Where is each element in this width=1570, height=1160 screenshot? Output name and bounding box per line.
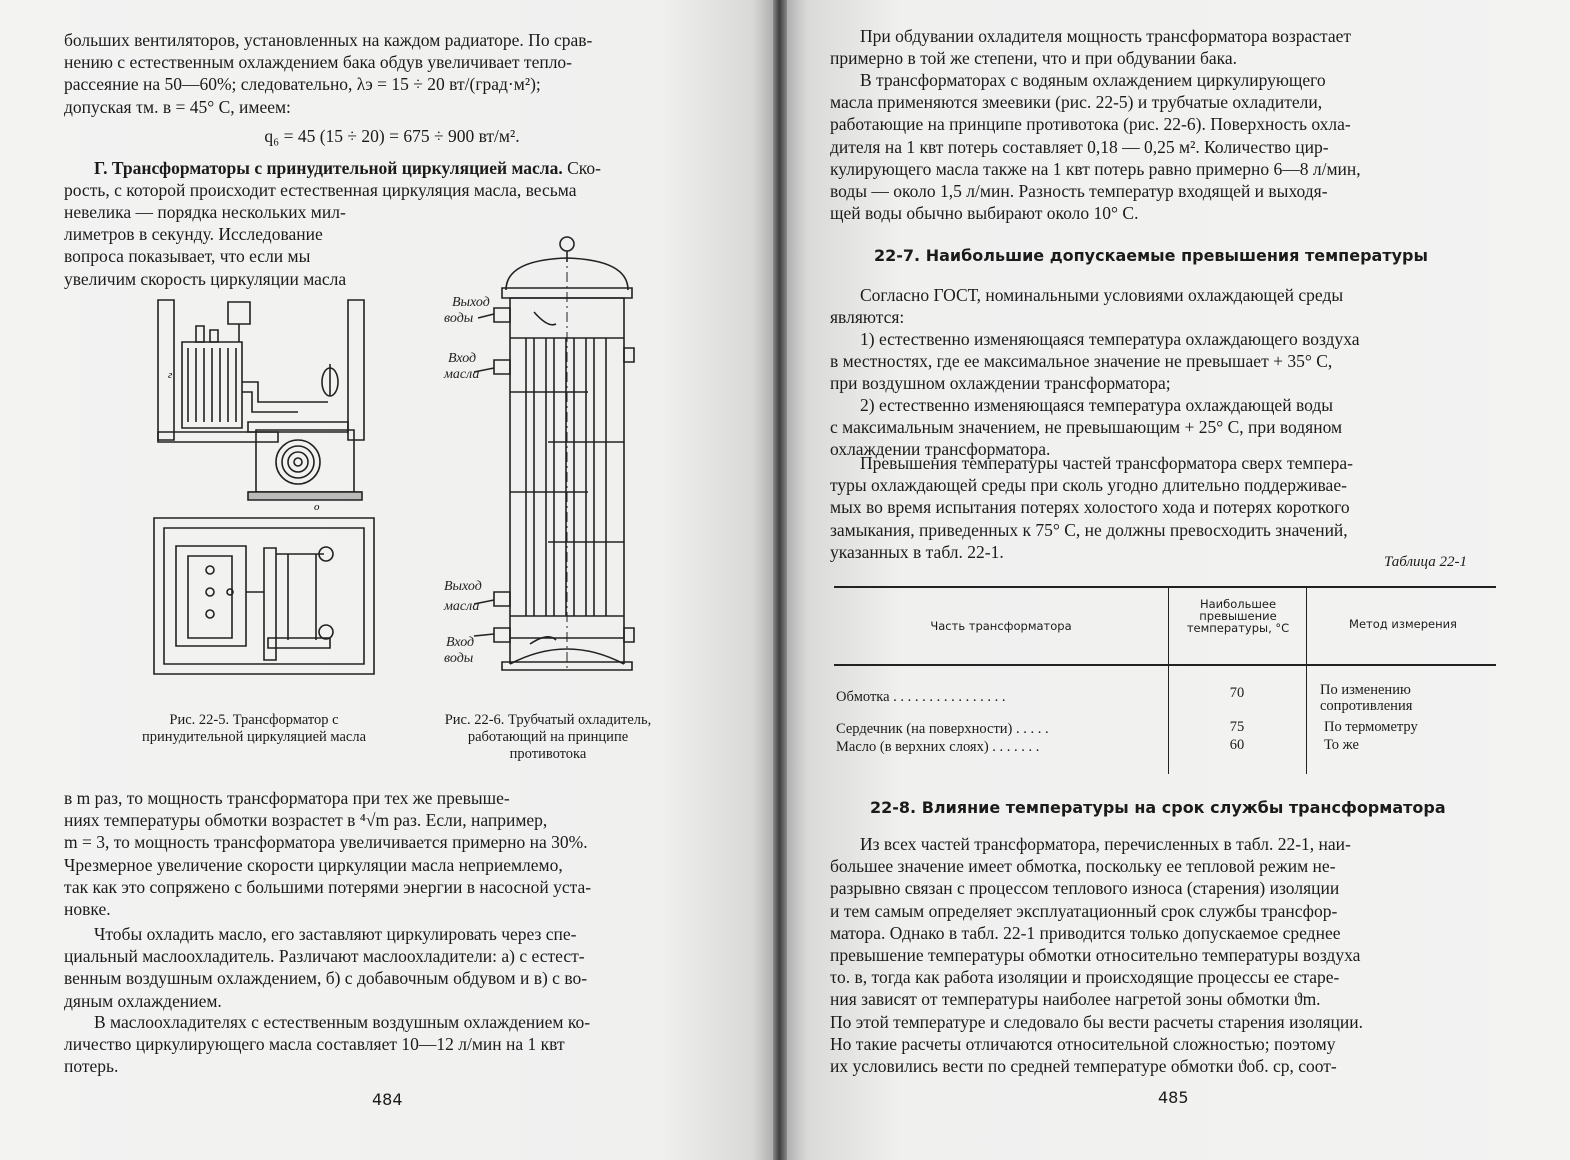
figure-22-5-transformer: [148, 292, 380, 678]
text-line: Из всех частей трансформатора, перечисленных в табл. 22-1, наи-: [860, 834, 1351, 854]
cell-method: По термометру: [1324, 719, 1418, 735]
fig-label-r: г: [168, 369, 173, 381]
text-line: примерно в той же степени, что и при обдувании бака.: [830, 48, 1238, 69]
label-line: масла: [444, 367, 480, 382]
text-line: больших вентиляторов, установленных на каждом радиаторе. По срав-: [64, 30, 593, 50]
label-line: воды: [444, 651, 474, 666]
text-line: с максимальным значением, не превышающим + 25° С, при водяном: [830, 417, 1343, 438]
text-line: В маслоохладителях с естественным воздушным охлаждением ко-: [94, 1012, 591, 1032]
label-line: масла: [444, 599, 480, 614]
left-page: [0, 0, 776, 1160]
text-line: Согласно ГОСТ, номинальными условиями охлаждающей среды: [860, 285, 1344, 305]
text-line: Чтобы охладить масло, его заставляют циркулировать через спе-: [94, 924, 577, 944]
text-line: потерь.: [64, 1056, 119, 1077]
text-line: [64, 157, 720, 179]
text-line: указанных в табл. 22-1.: [830, 541, 1004, 562]
text-line: большее значение имеет обмотка, поскольку ее тепловой режим не-: [830, 856, 1336, 877]
caption-fig-22-5: Рис. 22-5. Трансформатор с принудительной циркуляцией масла: [141, 712, 367, 745]
section-g-title: Г. Трансформаторы с принудительной циркуляцией масла.: [94, 158, 563, 178]
text-line: в m раз, то мощность трансформатора при тех же превыше-: [64, 788, 510, 808]
text-line: превышение температуры обмотки относительно температуры воздуха: [830, 945, 1361, 966]
figure-22-6-tubular-cooler: [438, 232, 658, 678]
right-item1: [830, 328, 1494, 395]
text-line: По этой температуре и следовало бы вести расчеты старения изоляции.: [830, 1011, 1364, 1032]
wall-right: [348, 300, 364, 440]
text-line: 2) естественно изменяющаяся температура охлаждающей воды: [860, 395, 1333, 415]
label-oil-out: [443, 579, 485, 614]
cell-rise: 70: [1229, 685, 1245, 701]
left-para-top: [64, 29, 720, 118]
cell-part: Обмотка . . . . . . . . . . . . . . . .: [836, 689, 1006, 705]
text-fragment: Ско-: [562, 158, 601, 178]
equation: q₆ = 45 (15 ÷ 20) = 675 ÷ 900 вт/м².: [264, 126, 520, 146]
page-number-right: 485: [1158, 1088, 1189, 1107]
text-line: вопроса показывает, что если мы: [64, 246, 311, 267]
cell-part: Масло (в верхних слоях) . . . . . . .: [836, 739, 1040, 755]
text-line: Но такие расчеты отличаются относительной сложностью; поэтому: [830, 1033, 1336, 1054]
text-line: разрывно связан с процессом теплового износа (старения) изоляции: [830, 878, 1340, 899]
right-para1: [830, 25, 1494, 69]
text-line: В трансформаторах с водяным охлаждением циркулирующего: [860, 70, 1326, 90]
right-para4: [830, 452, 1494, 563]
text-line: при воздушном охлаждении трансформатора;: [830, 373, 1171, 394]
page-number-left: 484: [372, 1090, 403, 1109]
cell-rise: 75: [1229, 719, 1245, 735]
right-page: [784, 0, 1570, 1160]
label-line: Выход: [444, 579, 482, 594]
left-para-after: [64, 787, 720, 920]
left-para-cool: [64, 923, 720, 1012]
table-caption: Таблица 22-1: [1384, 554, 1467, 570]
text-line: их условились вести по средней температуре обмотки ϑоб. ср, соот-: [830, 1056, 1337, 1077]
text-line: и тем самым определяет эксплуатационный срок службы трансфор-: [830, 900, 1338, 921]
text-line: в местностях, где ее максимальное значение не превышает + 35° С,: [830, 351, 1333, 372]
left-para-air: [64, 1011, 720, 1078]
right-item2: [830, 394, 1494, 461]
cell-part: Сердечник (на поверхности) . . . . .: [836, 721, 1049, 737]
header-rise: Наибольшее превышение температуры, °С: [1186, 597, 1290, 635]
caption-fig-22-6: Рис. 22-6. Трубчатый охладитель, работающий на принципе противотока: [444, 712, 652, 762]
text-line: кулирующего масла также на 1 квт потерь равно примерно 6—8 л/мин,: [830, 158, 1361, 179]
text-line: увеличим скорость циркуляции масла: [64, 268, 347, 289]
label-oil-in: [443, 351, 480, 382]
cell-rise: 60: [1229, 737, 1245, 753]
label-water-out: [444, 295, 493, 326]
label-water-in: [444, 635, 478, 666]
text-line: лиметров в секунду. Исследование: [64, 224, 323, 245]
heading-22-7: 22-7. Наибольшие допускаемые превышения температуры: [874, 246, 1428, 265]
text-line: рассеяние на 50—60%; следовательно, λэ = 15 ÷ 20 вт/(град·м²);: [64, 74, 541, 95]
text-line: τо. в, тогда как работа изоляции и происходящие процессы ее старе-: [830, 967, 1340, 988]
right-para2: [830, 69, 1494, 224]
section-g-narrow: [64, 201, 420, 290]
right-para3: [830, 284, 1494, 328]
text-line: циальный маслоохладитель. Различают маслоохладители: а) с естест-: [64, 946, 585, 967]
text-line: работающие на принципе противотока (рис. 22-6). Поверхность охла-: [830, 114, 1351, 135]
header-part: Часть трансформатора: [930, 619, 1072, 633]
label-line: Вход: [448, 351, 477, 366]
table-header-rule: [834, 664, 1496, 666]
text-line: Превышения температуры частей трансформатора сверх темпера-: [860, 453, 1353, 473]
text-line: воды — около 1,5 л/мин. Разность температур входящей и выходя-: [830, 181, 1328, 202]
table-top-rule: [834, 586, 1496, 588]
fig-label-o: о: [314, 501, 320, 513]
table-22-1: [834, 586, 1496, 776]
text-line: мых во время испытания потерях холостого хода и потерях короткого: [830, 497, 1350, 518]
cell-method: По изменению сопротивления: [1320, 682, 1413, 714]
right-para5: [830, 833, 1494, 1077]
text-line: охлаждении трансформатора.: [830, 439, 1051, 460]
label-line: Выход: [452, 295, 490, 310]
text-line: масла применяются змеевики (рис. 22-5) и трубчатые охладители,: [830, 92, 1323, 113]
text-line: допуская τм. в = 45° С, имеем:: [64, 96, 291, 117]
text-line: ниях температуры обмотки возрастет в ⁴√m раз. Если, например,: [64, 810, 548, 831]
text-line: так как это сопряжено с большими потерями энергии в насосной уста-: [64, 876, 592, 897]
label-line: Вход: [446, 635, 475, 650]
text-line: дителя на 1 квт потерь составляет 0,18 — 0,25 м². Количество цир-: [830, 136, 1329, 157]
text-line: матора. Однако в табл. 22-1 приводится только допускаемое среднее: [830, 922, 1341, 943]
text-line: венным воздушным охлаждением, б) с добавочным обдувом и в) с во-: [64, 968, 588, 989]
text-line: дяным охлаждением.: [64, 990, 222, 1011]
book-gutter: [773, 0, 787, 1160]
text-line: являются:: [830, 307, 905, 328]
cell-method: То же: [1324, 737, 1359, 753]
header-method: Метод измерения: [1349, 617, 1457, 631]
text-line: личество циркулирующего масла составляет 10—12 л/мин на 1 квт: [64, 1034, 565, 1055]
text-line: 1) естественно изменяющаяся температура охлаждающего воздуха: [860, 329, 1360, 349]
section-g-para: [64, 157, 720, 201]
text-line: рость, с которой происходит естественная циркуляция масла, весьма: [64, 180, 577, 201]
text-line: щей воды обычно выбирают около 10° С.: [830, 203, 1139, 224]
text-line: ния зависят от температуры наиболее нагретой зоны обмотки ϑm.: [830, 989, 1321, 1010]
label-line: воды: [444, 311, 474, 326]
text-line: нению с естественным охлаждением бака обдув увеличивает тепло-: [64, 52, 573, 73]
text-line: m = 3, то мощность трансформатора увеличивается примерно на 30%.: [64, 832, 588, 853]
heading-22-8: 22-8. Влияние температуры на срок службы трансформатора: [870, 798, 1446, 817]
text-line: туры охлаждающей среды при сколь угодно длительно поддерживае-: [830, 475, 1347, 496]
text-line: новке.: [64, 899, 111, 920]
text-line: Чрезмерное увеличение скорости циркуляции масла неприемлемо,: [64, 854, 563, 875]
table-col-divider: [1306, 588, 1307, 774]
text-line: замыкания, приведенных к 75° С, не должны превосходить значений,: [830, 519, 1348, 540]
text-line: невелика — порядка нескольких мил-: [64, 202, 346, 222]
text-line: При обдувании охладителя мощность трансформатора возрастает: [860, 26, 1352, 46]
